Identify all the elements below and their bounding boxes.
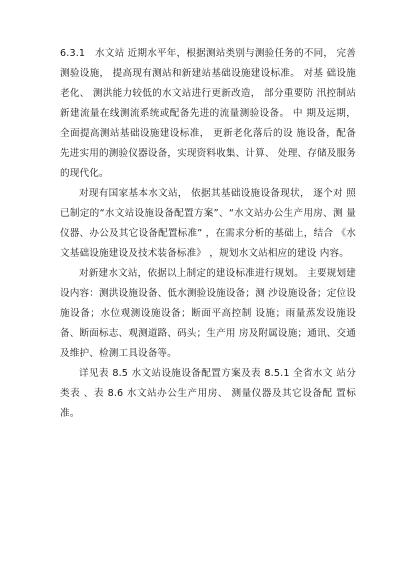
- paragraph-6-3-1: 6.3.1 水文站 近期水平年，根据测站类别与测验任务的不同， 完善测验设施， 提高现有测站和新建站基础设施建设标准。 对基 础设施老化、 测洪能力较低的水文站进行更新改造， 部分重要防 汛控制站新建流量在线测流系统或配备先进的流量测验设备。 中 期及远期， 全面提高测站基础设施建设标准， 更新老化落后的设 施设备，配备先进实用的测验仪器设备，实现资料收集、计算、 处理、存储及服务的现代化。: [60, 48, 356, 179]
- paragraph-existing-stations: 对现有国家基本水文站， 依据其基础设施设备现状， 逐个对 照已制定的“水文站设施设备配置方案”、“水文站办公生产用房、测 量仪器、办公及其它设备配置标准” ，在需求分析的基础上，结合 《水文基础设施建设及技术装备标准》 ，规划水文站相应的建设 内容。: [60, 188, 356, 259]
- paragraph-new-stations: 对新建水文站，依据以上制定的建设标准进行规划。 主要规划建设内容：测洪设施设备、低水测验设施设备；测 沙设施设备；定位设施设备；水位观测设施设备；断面平高控制 设施；雨量蒸发设施设备、断面标志、观测道路、码头；生产用 房及附属设施；通讯、交通及维护、检测工具设备等。: [60, 268, 356, 359]
- document-page: [60, 44, 356, 424]
- paragraph-table-references: 详见表 8.5 水文站设施设备配置方案及表 8.5.1 全省水文 站分类表 、表 8.6 水文站办公生产用房、 测量仪器及其它设备配 置标准。: [60, 368, 356, 419]
